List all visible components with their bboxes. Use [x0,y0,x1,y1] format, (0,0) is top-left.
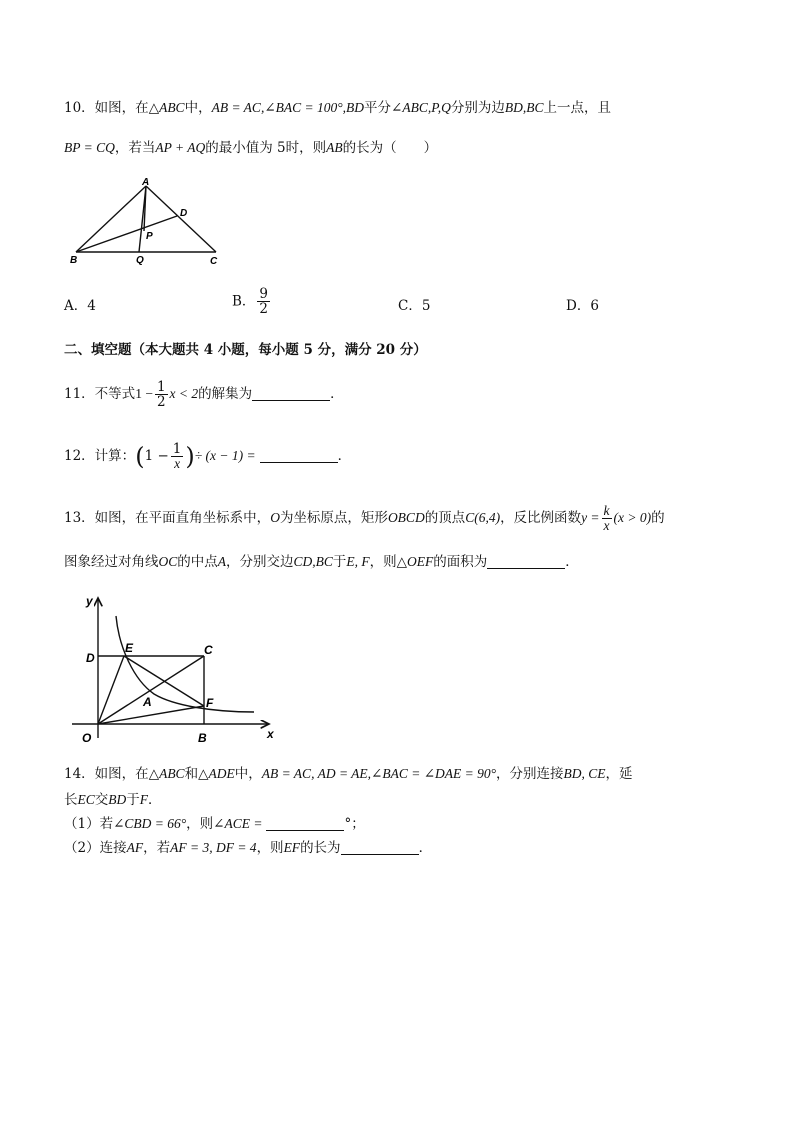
fraction-numerator: 1 [156,379,166,395]
q10-text: 上一点，且 [543,100,611,116]
q10-math: ∠ABC,P,Q [391,100,451,115]
q12-paren: ) [185,442,195,471]
q13-text: 13．如图，在平面直角坐标系中， [64,510,271,526]
q10-label-A: A [142,177,150,188]
q13-math: (x > 0) [613,510,652,525]
q14-math: ∠CBD = 66° [113,816,187,831]
q14-text: 交 [94,792,109,808]
q10-text: 10．如图，在 [64,100,149,116]
q14-text: 于 [126,792,140,808]
q14-math: ∠ACE = [213,816,263,831]
q14-math: BD [108,792,127,807]
q13-text: ． [565,554,579,570]
q12-text: 12．计算： [64,448,136,464]
section-title: 二、填空题（本大题共 4 小题，每小题 5 分，满分 20 分） [64,342,427,358]
q10-option-b-label: B． [232,293,256,310]
fraction-denominator: 2 [259,301,269,317]
q10-text: 的长为（ ） [342,140,438,156]
q10-option-b-fraction [257,287,270,316]
q10-label-C: C [210,256,218,267]
q14-math: F [139,792,149,807]
q12-math: 1 − [144,448,169,464]
q13-math: OC [158,554,178,569]
q13-label-y: y [86,594,93,608]
q10-option-a: A．4 [64,298,96,314]
q13-text: 的面积为 [433,554,488,570]
fraction-denominator: x [174,456,181,471]
q10-line2 [64,139,437,157]
q10-option-c: C．5 [398,298,431,314]
q13-text: ，分别交边 [226,554,294,570]
q12-answer-blank[interactable] [260,448,338,463]
q13-fraction [602,504,612,533]
q11-fraction [155,380,168,409]
q14-text: ，延 [605,766,633,782]
q14-text: ． [418,840,433,856]
q13-text: 的顶点 [424,510,466,526]
q14-part2 [64,839,432,857]
q10-text: 中， [184,100,212,116]
q13-math: O [270,510,280,525]
q13-label-B: B [198,731,207,745]
q10-text: ，若当 [114,140,156,156]
q10-line1 [64,99,611,117]
q13-math: OBCD [387,510,425,525]
q12-fraction [171,442,184,471]
q10-label-Q: Q [136,255,144,266]
q12-text: ． [337,448,352,464]
q13-math: y = [581,510,600,525]
q13-label-D: D [86,651,95,665]
q10-option-b [232,287,272,316]
q10-figure [64,174,234,270]
q12-math: ÷ (x − 1) = [194,448,256,463]
q10-math: AB [326,140,343,155]
q13-figure [64,588,284,748]
q13-text: 于 [332,554,347,570]
q14-text: 和 [184,766,199,782]
q13-math: A [217,554,227,569]
q10-math: AB = AC,∠BAC = 100°,BD [211,100,365,115]
q11-math: x < 2 [169,386,199,401]
q13-label-A: A [143,695,152,709]
q10-text: 平分 [364,100,392,116]
q10-label-P: P [146,231,153,242]
q14-text: ，则 [186,816,214,832]
fraction-numerator: k [603,503,610,518]
q14-math: EF [283,840,301,855]
q14-text: ，若 [143,840,171,856]
q14-text: ，分别连接 [496,766,564,782]
q13-math: E, F [346,554,370,569]
q10-option-d: D．6 [566,298,599,314]
q13-text: ，则 [369,554,397,570]
q13-label-C: C [204,643,213,657]
fraction-numerator: 1 [172,441,182,457]
q11-line [64,376,344,412]
q13-answer-blank[interactable] [487,554,565,569]
q13-text: 为坐标原点，矩形 [279,510,388,526]
q14-line1 [64,765,633,783]
q11-text: 11．不等式 [64,386,136,402]
q11-text: ． [330,386,344,402]
q13-label-F: F [206,696,214,710]
q14-part1 [64,815,365,833]
q14-math: AB = AC, AD = AE,∠BAC = ∠DAE = 90° [261,766,497,781]
q14-line2 [64,791,162,809]
q10-math: BP = CQ [64,140,115,155]
q14-text: （2）连接 [64,840,127,856]
q11-text: 的解集为 [198,386,253,402]
q13-math: △OEF [396,554,434,569]
q13-line1 [64,500,665,536]
q14-part2-answer-blank[interactable] [341,840,419,855]
q13-text: 的中点 [177,554,218,570]
q13-math: CD,BC [293,554,333,569]
fraction-denominator: 2 [156,394,166,410]
q14-text: 中， [234,766,262,782]
q11-math: 1 − [135,386,153,401]
q14-math: △ADE [198,766,235,781]
q14-math: AF = 3, DF = 4 [170,840,257,855]
q14-text: ． [148,792,162,808]
q12-line [64,436,351,476]
q13-text: 的 [651,510,665,526]
q10-text: 的最小值为 5时，则 [205,140,327,156]
q10-label-D: D [180,208,188,219]
q14-text: 长 [64,792,78,808]
q13-text: 图象经过对角线 [64,554,159,570]
q14-math: BD, CE [563,766,606,781]
q10-math: △ABC [148,100,185,115]
q14-math: △ABC [148,766,185,781]
q13-label-O: O [82,731,92,745]
q14-text: ，则 [256,840,284,856]
q13-line2 [64,553,579,571]
q10-label-B: B [70,255,78,266]
q10-text: 分别为边 [450,100,505,116]
q13-label-E: E [125,641,134,655]
q14-text: 14．如图，在 [64,766,149,782]
fraction-numerator: 9 [259,286,269,302]
q13-label-x: x [267,727,274,741]
q13-math: C(6,4) [465,510,501,525]
fraction-denominator: x [603,518,610,533]
q14-math: EC [77,792,95,807]
q14-math: AF [126,840,144,855]
q12-paren: ( [135,442,145,471]
q13-text: ，反比例函数 [500,510,582,526]
q14-text: 的长为 [300,840,341,856]
q11-answer-blank[interactable] [252,386,330,401]
q14-part1-answer-blank[interactable] [266,816,344,831]
q14-text: °； [344,816,365,832]
q10-math: AP + AQ [155,140,206,155]
q14-text: （1）若 [64,816,114,832]
q10-math: BD,BC [504,100,544,115]
